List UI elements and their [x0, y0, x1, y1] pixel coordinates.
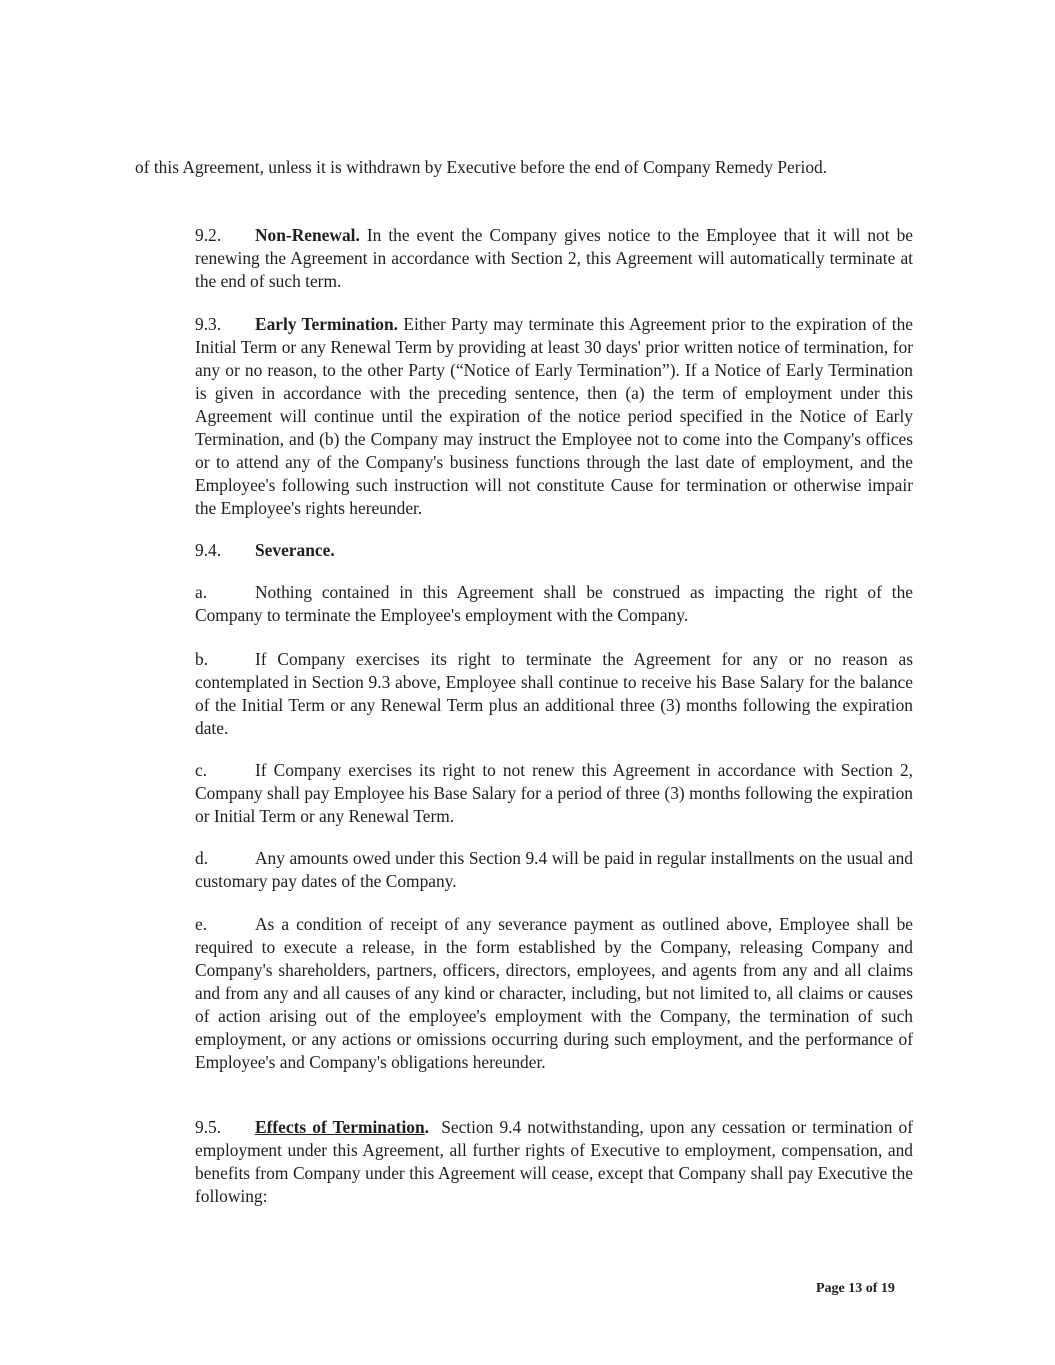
clause-d — [135, 847, 913, 893]
clause-text: Any amounts owed under this Section 9.4 will be paid in regular installments on the usual and customary pay dates of the Company. — [195, 848, 913, 891]
section-text: Either Party may terminate this Agreement prior to the expiration of the Initial Term or any Renewal Term by providing at least 30 days' prior written notice of termination, for any or no reason, to the other Party (“Notice of Early Termination”). If a Notice of Early Termination is given in accordance with the preceding sentence, then (a) the term of employment under this Agreement will continue until the expiration of the notice period specified in the Notice of Early Termination, and (b) the Company may instruct the Employee not to come into the Company's offices or to attend any of the Company's business functions through the last date of employment, and the Employee's following such instruction will not constitute Cause for termination or otherwise impair the Employee's rights hereunder. — [195, 314, 914, 518]
clause-label: a. — [195, 582, 208, 602]
section-9-2 — [135, 224, 913, 293]
clause-text: As a condition of receipt of any severance payment as outlined above, Employee shall be required to execute a release, in the form established by the Company, releasing Company and Company's shareholders, partners, officers, directors, employees, and agents from any and all claims and from any and all causes of any kind or character, including, but not limited to, all claims or causes of action arising out of the employee's employment with the Company, the termination of such employment, or any actions or omissions occurring during such employment, and the performance of Employee's and Company's obligations hereunder. — [195, 914, 913, 1072]
clause-text: Nothing contained in this Agreement shall be construed as impacting the right of the Company to terminate the Employee's employment with the Company. — [195, 582, 913, 625]
clause-label: b. — [195, 649, 209, 669]
section-title-period: . — [424, 1117, 430, 1137]
section-9-3 — [135, 313, 913, 520]
clause-label: e. — [195, 914, 208, 934]
section-title: Severance. — [255, 540, 335, 560]
clause-text: If Company exercises its right to not renew this Agreement in accordance with Section 2, Company shall pay Employee his Base Salary for a period of three (3) months following the expiration or Initial Term or any Renewal Term. — [195, 760, 913, 826]
section-title: Non-Renewal. — [255, 225, 360, 245]
section-number: 9.5. — [195, 1117, 222, 1137]
clause-b — [135, 648, 913, 740]
intro-paragraph: of this Agreement, unless it is withdrawn by Executive before the end of Company Remedy Period. — [135, 157, 828, 177]
section-text: In the event the Company gives notice to the Employee that it will not be renewing the Agreement in accordance with Section 2, this Agreement will automatically terminate at the end of such term. — [195, 225, 913, 291]
section-title: Early Termination. — [255, 314, 399, 334]
section-title: Effects of Termination — [255, 1117, 425, 1137]
clause-e — [135, 913, 913, 1074]
clause-label: d. — [195, 848, 209, 868]
section-number: 9.2. — [195, 225, 222, 245]
section-text: Section 9.4 notwithstanding, upon any cessation or termination of employment under this Agreement, all further rights of Executive to employment, compensation, and benefits from Company under this Agreement will cease, except that Company shall pay Executive the following: — [195, 1117, 918, 1206]
page-number: Page 13 of 19 — [816, 1281, 895, 1296]
section-9-5 — [135, 1116, 918, 1208]
clause-c — [135, 759, 913, 828]
section-number: 9.4. — [195, 540, 222, 560]
section-number: 9.3. — [195, 314, 222, 334]
clause-a — [135, 581, 913, 627]
clause-label: c. — [195, 760, 208, 780]
section-9-4 — [135, 539, 913, 562]
clause-text: If Company exercises its right to terminate the Agreement for any or no reason as contemplated in Section 9.3 above, Employee shall continue to receive his Base Salary for the balance of the Initial Term or any Renewal Term plus an additional three (3) months following the expiration date. — [195, 649, 913, 738]
